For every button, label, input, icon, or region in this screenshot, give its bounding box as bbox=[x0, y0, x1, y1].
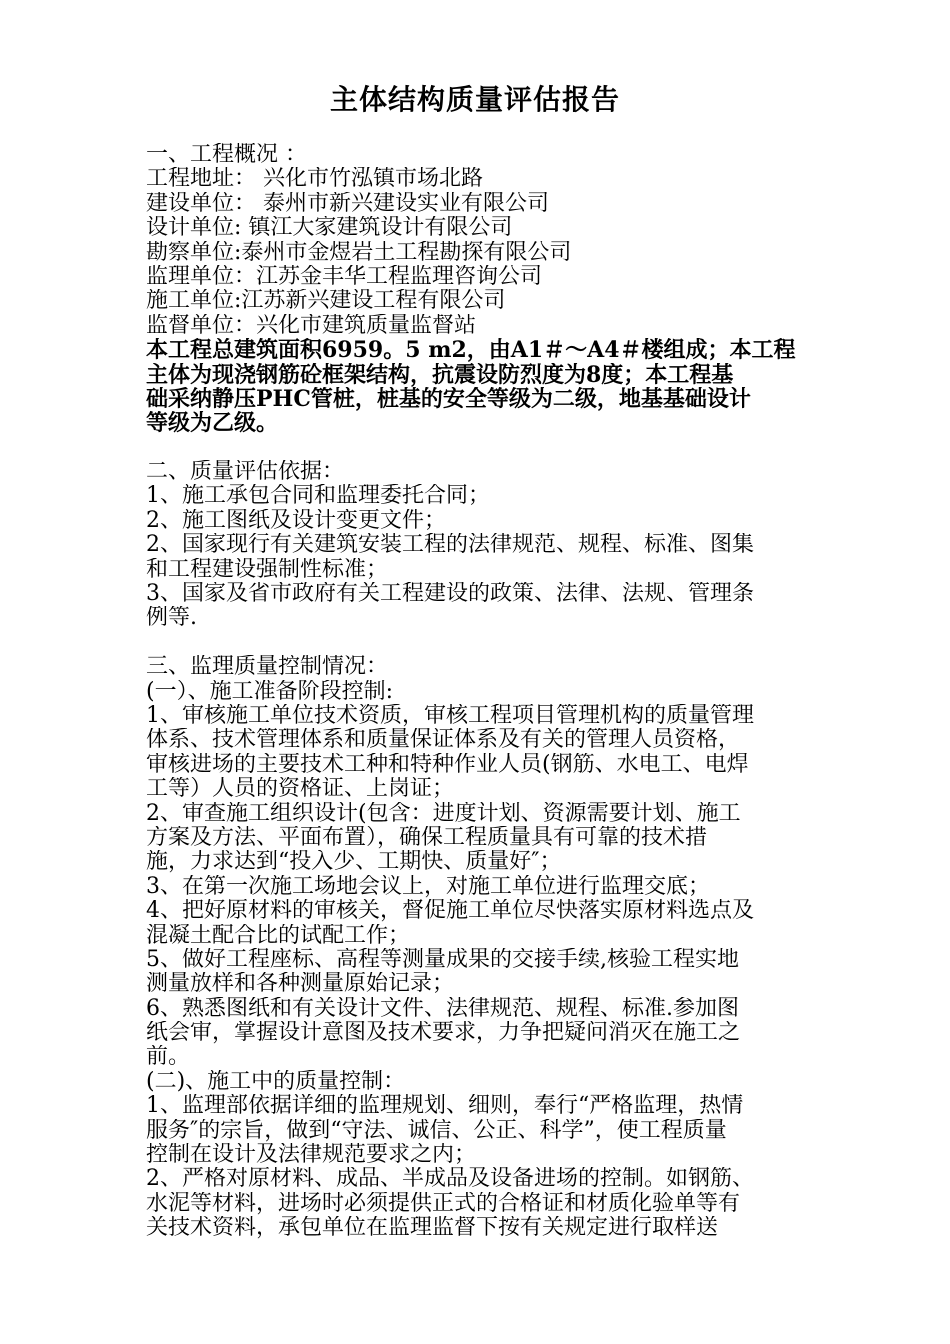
text-line: 本工程总建筑面积6959。5 m2，由A1＃～A4＃楼组成；本工程 bbox=[146, 338, 796, 363]
text-line: (二)、施工中的质量控制： bbox=[146, 1069, 406, 1094]
text-line: 5、做好工程座标、高程等测量成果的交接手续,核验工程实地 bbox=[146, 947, 739, 972]
text-line: 1、监理部依据详细的监理规划、细则，奉行“严格监理，热情 bbox=[146, 1094, 744, 1119]
text-line: 工等）人员的资格证、上岗证； bbox=[146, 777, 455, 802]
text-line: 勘察单位:泰州市金煜岩土工程勘探有限公司 bbox=[146, 240, 572, 265]
text-line: 二、质量评估依据： bbox=[146, 460, 345, 485]
text-line: (一）、施工准备阶段控制: bbox=[146, 679, 393, 704]
text-line: 监理单位：江苏金丰华工程监理咨询公司 bbox=[146, 264, 543, 289]
text-line: 前。 bbox=[146, 1045, 191, 1070]
text-line: 2、审查施工组织设计(包含：进度计划、资源需要计划、施工 bbox=[146, 801, 741, 826]
text-line: 础采纳静压PHC管桩，桩基的安全等级为二级，地基基础设计 bbox=[146, 386, 751, 412]
text-line: 三、监理质量控制情况： bbox=[146, 655, 389, 680]
text-line: 施，力求达到“投入少、工期快、质量好″； bbox=[146, 850, 562, 875]
text-line: 控制在设计及法律规范要求之内； bbox=[146, 1143, 477, 1168]
text-line: 水泥等材料，进场时必须提供正式的合格证和材质化验单等有 bbox=[146, 1191, 741, 1216]
text-line: 一、工程概况 ： bbox=[146, 143, 307, 167]
text-line: 监督单位：兴化市建筑质量监督站 bbox=[146, 313, 477, 338]
text-line: 3、国家及省市政府有关工程建设的政策、法律、法规、管理条 bbox=[146, 582, 754, 607]
text-line: 混凝土配合比的试配工作； bbox=[146, 923, 411, 948]
text-line: 关技术资料，承包单位在监理监督下按有关规定进行取样送 bbox=[146, 1216, 719, 1241]
text-line: 审核进场的主要技术工种和特种作业人员(钢筋、水电工、电焊 bbox=[146, 752, 749, 777]
document-title: 主体结构质量评估报告 bbox=[329, 83, 620, 116]
text-line: 服务″的宗旨，做到“守法、诚信、公正、科学”，使工程质量 bbox=[146, 1118, 727, 1143]
text-line: 和工程建设强制性标准； bbox=[146, 557, 389, 582]
text-line: 体系、技术管理体系和质量保证体系及有关的管理人员资格， bbox=[146, 728, 741, 753]
blank-line bbox=[146, 436, 811, 460]
text-line: 2、施工图纸及设计变更文件； bbox=[146, 508, 446, 533]
text-line: 等级为乙级。 bbox=[146, 411, 279, 436]
text-line: 主体为现浇钢筋砼框架结构，抗震设防烈度为8度；本工程基 bbox=[146, 362, 734, 387]
text-line: 例等. bbox=[146, 606, 197, 631]
text-line: 6、熟悉图纸和有关设计文件、法律规范、规程、标准.参加图 bbox=[146, 996, 739, 1021]
document-body bbox=[146, 143, 811, 1241]
text-line: 4、把好原材料的审核关，督促施工单位尽快落实原材料选点及 bbox=[146, 899, 754, 924]
text-line: 1、施工承包合同和监理委托合同； bbox=[146, 484, 490, 509]
text-line: 设计单位: 镇江大家建筑设计有限公司 bbox=[146, 216, 513, 241]
text-line: 1、审核施工单位技术资质，审核工程项目管理机构的质量管理 bbox=[146, 703, 754, 728]
text-line: 2、国家现行有关建筑安装工程的法律规范、规程、标准、图集 bbox=[146, 533, 754, 558]
text-line: 建设单位： 泰州市新兴建设实业有限公司 bbox=[146, 191, 549, 216]
text-line: 纸会审，掌握设计意图及技术要求，力争把疑问消灭在施工之 bbox=[146, 1021, 741, 1046]
text-line: 方案及方法、平面布置），确保工程质量具有可靠的技术措 bbox=[146, 825, 708, 850]
text-line: 3、在第一次施工场地会议上，对施工单位进行监理交底； bbox=[146, 874, 710, 899]
text-line: 施工单位:江苏新兴建设工程有限公司 bbox=[146, 289, 506, 314]
text-line: 工程地址： 兴化市竹泓镇市场北路 bbox=[146, 167, 483, 192]
text-line: 测量放样和各种测量原始记录； bbox=[146, 972, 455, 997]
text-line: 2、严格对原材料、成品、半成品及设备进场的控制。如钢筋、 bbox=[146, 1167, 754, 1192]
blank-line bbox=[146, 631, 811, 655]
